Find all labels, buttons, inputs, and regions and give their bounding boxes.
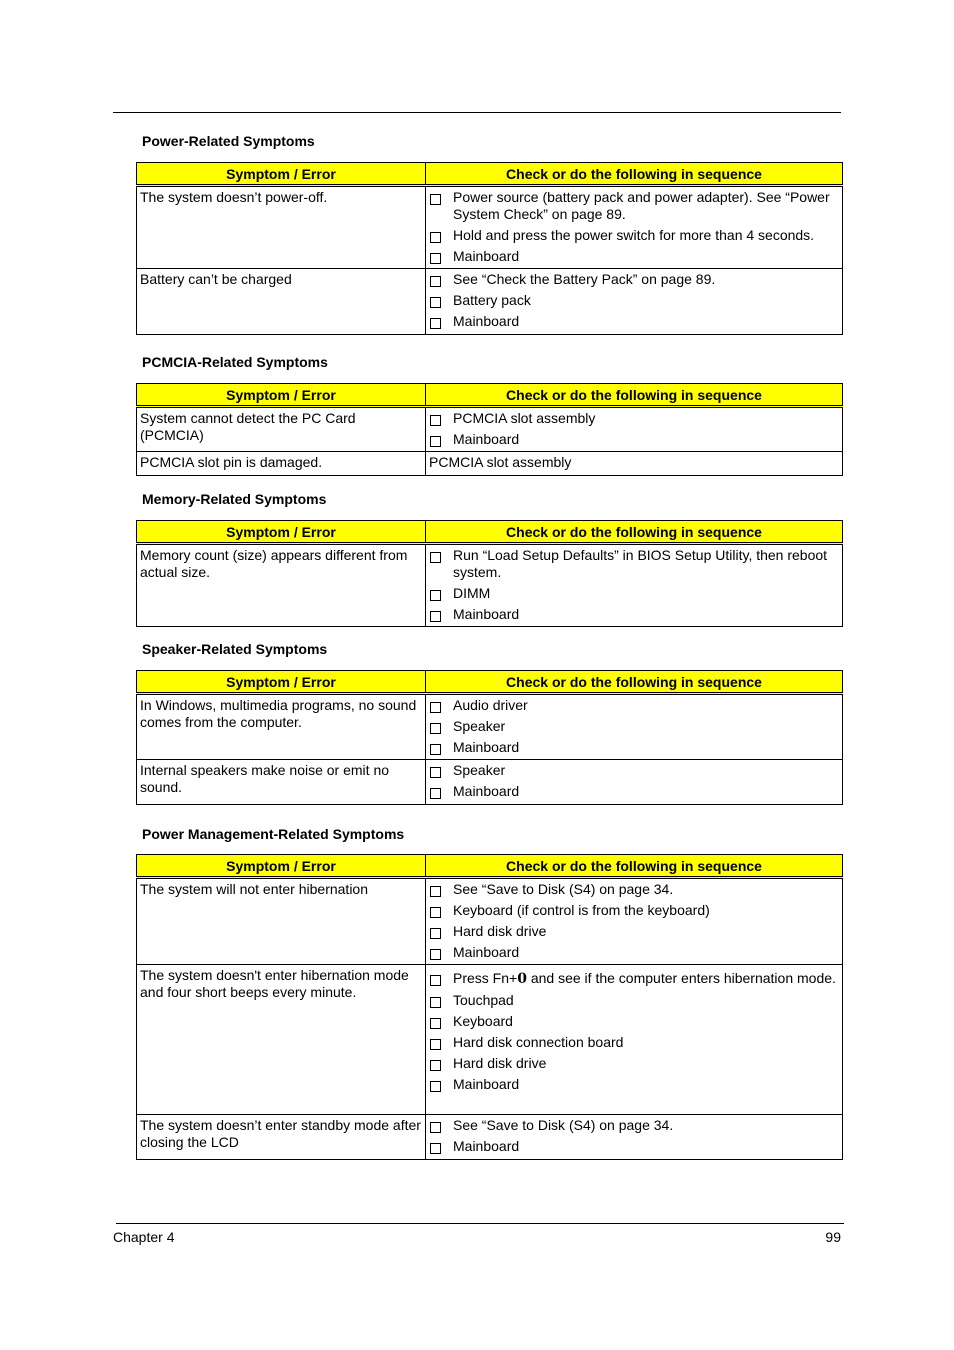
check-item: DIMM bbox=[428, 585, 838, 602]
table-row bbox=[137, 544, 843, 627]
table-row bbox=[137, 878, 843, 965]
footer-rule bbox=[116, 1223, 844, 1224]
check-item: Mainboard bbox=[428, 1076, 838, 1093]
checkbox-icon bbox=[430, 886, 441, 897]
check-item: Keyboard bbox=[428, 1013, 838, 1030]
speaker-table bbox=[136, 670, 843, 805]
checkbox-icon bbox=[430, 276, 441, 287]
memory-table bbox=[136, 520, 843, 627]
header-rule bbox=[113, 112, 841, 113]
section-heading: Power Management-Related Symptoms bbox=[142, 826, 405, 842]
checkbox-icon bbox=[430, 907, 441, 918]
table-header-row bbox=[137, 671, 843, 694]
check-item: Mainboard bbox=[428, 431, 838, 448]
checkbox-icon bbox=[430, 1143, 441, 1154]
symptom-cell: Internal speakers make noise or emit no sound. bbox=[137, 760, 426, 805]
checkbox-icon bbox=[430, 590, 441, 601]
checkbox-icon bbox=[430, 415, 441, 426]
check-header: Check or do the following in sequence bbox=[426, 855, 843, 878]
symptom-header: Symptom / Error bbox=[137, 855, 426, 878]
pcmcia-section bbox=[136, 354, 842, 476]
check-item: Mainboard bbox=[428, 606, 838, 623]
checks-cell bbox=[426, 407, 843, 452]
table-row bbox=[137, 269, 843, 335]
symptom-cell: In Windows, multimedia programs, no sound comes from the computer. bbox=[137, 694, 426, 760]
section-heading: PCMCIA-Related Symptoms bbox=[142, 354, 328, 370]
section-heading: Speaker-Related Symptoms bbox=[142, 641, 328, 657]
check-header: Check or do the following in sequence bbox=[426, 671, 843, 694]
check-item: Hold and press the power switch for more than 4 seconds. bbox=[428, 227, 838, 244]
symptom-header: Symptom / Error bbox=[137, 671, 426, 694]
symptom-cell: The system doesn't enter hibernation mode and four short beeps every minute. bbox=[137, 965, 426, 1115]
checkbox-icon bbox=[430, 611, 441, 622]
table-row bbox=[137, 965, 843, 1115]
table-row bbox=[137, 452, 843, 476]
checkbox-icon bbox=[430, 788, 441, 799]
check-item: See “Save to Disk (S4) on page 34. bbox=[428, 1117, 838, 1134]
checks-cell bbox=[426, 965, 843, 1115]
check-header: Check or do the following in sequence bbox=[426, 384, 843, 407]
check-item: Speaker bbox=[428, 718, 838, 735]
check-item: Touchpad bbox=[428, 992, 838, 1009]
checks-cell bbox=[426, 269, 843, 335]
checkbox-icon bbox=[430, 767, 441, 778]
check-item: PCMCIA slot assembly bbox=[428, 410, 838, 427]
checks-cell bbox=[426, 760, 843, 805]
section-heading: Power-Related Symptoms bbox=[142, 133, 315, 149]
symptom-cell: System cannot detect the PC Card (PCMCIA) bbox=[137, 407, 426, 452]
check-header: Check or do the following in sequence bbox=[426, 521, 843, 544]
check-header: Check or do the following in sequence bbox=[426, 163, 843, 186]
fn-key-label: 0 bbox=[517, 971, 527, 987]
check-item: Power source (battery pack and power adapter). See “Power System Check” on page 89. bbox=[428, 189, 838, 223]
checkbox-icon bbox=[430, 1081, 441, 1092]
checkbox-icon bbox=[430, 253, 441, 264]
table-header-row bbox=[137, 163, 843, 186]
check-item: Hard disk connection board bbox=[428, 1034, 838, 1051]
check-item: Mainboard bbox=[428, 313, 838, 330]
check-item: Hard disk drive bbox=[428, 923, 838, 940]
table-header-row bbox=[137, 855, 843, 878]
check-item: Keyboard (if control is from the keyboard) bbox=[428, 902, 838, 919]
section-heading: Memory-Related Symptoms bbox=[142, 491, 327, 507]
power-management-table bbox=[136, 854, 843, 1160]
symptom-cell: PCMCIA slot pin is damaged. bbox=[137, 452, 426, 476]
checks-cell bbox=[426, 544, 843, 627]
symptom-cell: The system doesn’t power-off. bbox=[137, 186, 426, 269]
checks-cell bbox=[426, 186, 843, 269]
checkbox-icon bbox=[430, 1018, 441, 1029]
power-table bbox=[136, 162, 843, 335]
check-item: Run “Load Setup Defaults” in BIOS Setup Utility, then reboot system. bbox=[428, 547, 838, 581]
check-item: Mainboard bbox=[428, 248, 838, 265]
check-item: Speaker bbox=[428, 762, 838, 779]
checkbox-icon bbox=[430, 949, 441, 960]
checkbox-icon bbox=[430, 552, 441, 563]
table-row bbox=[137, 694, 843, 760]
power-management-section bbox=[136, 826, 842, 1160]
memory-section bbox=[136, 491, 842, 627]
checkbox-icon bbox=[430, 1060, 441, 1071]
checkbox-icon bbox=[430, 702, 441, 713]
table-header-row bbox=[137, 384, 843, 407]
checkbox-icon bbox=[430, 744, 441, 755]
check-item: See “Save to Disk (S4) on page 34. bbox=[428, 881, 838, 898]
checks-cell bbox=[426, 878, 843, 965]
checkbox-icon bbox=[430, 297, 441, 308]
check-item: Mainboard bbox=[428, 783, 838, 800]
checkbox-icon bbox=[430, 194, 441, 205]
checkbox-icon bbox=[430, 723, 441, 734]
checks-cell bbox=[426, 1115, 843, 1160]
check-item: Mainboard bbox=[428, 739, 838, 756]
symptom-cell: Battery can’t be charged bbox=[137, 269, 426, 335]
plain-check-cell: PCMCIA slot assembly bbox=[426, 452, 843, 476]
checkbox-icon bbox=[430, 1122, 441, 1133]
check-item: See “Check the Battery Pack” on page 89. bbox=[428, 271, 838, 288]
check-item: Audio driver bbox=[428, 697, 838, 714]
checkbox-icon bbox=[430, 928, 441, 939]
checkbox-icon bbox=[430, 232, 441, 243]
table-row bbox=[137, 760, 843, 805]
checkbox-icon bbox=[430, 975, 441, 986]
symptom-header: Symptom / Error bbox=[137, 384, 426, 407]
checkbox-icon bbox=[430, 997, 441, 1008]
table-header-row bbox=[137, 521, 843, 544]
table-row bbox=[137, 407, 843, 452]
power-section bbox=[136, 133, 842, 335]
checkbox-icon bbox=[430, 1039, 441, 1050]
check-item: Mainboard bbox=[428, 944, 838, 961]
checks-cell bbox=[426, 694, 843, 760]
symptom-cell: The system doesn’t enter standby mode after closing the LCD bbox=[137, 1115, 426, 1160]
pcmcia-table bbox=[136, 383, 843, 476]
check-item: Hard disk drive bbox=[428, 1055, 838, 1072]
checkbox-icon bbox=[430, 436, 441, 447]
table-row bbox=[137, 1115, 843, 1160]
symptom-cell: The system will not enter hibernation bbox=[137, 878, 426, 965]
check-item: Battery pack bbox=[428, 292, 838, 309]
symptom-cell: Memory count (size) appears different from actual size. bbox=[137, 544, 426, 627]
symptom-header: Symptom / Error bbox=[137, 521, 426, 544]
check-item: Mainboard bbox=[428, 1138, 838, 1155]
page-number: 99 bbox=[825, 1229, 841, 1245]
footer-chapter: Chapter 4 bbox=[113, 1229, 175, 1245]
speaker-section bbox=[136, 641, 842, 805]
table-row bbox=[137, 186, 843, 269]
checkbox-icon bbox=[430, 318, 441, 329]
check-item: Press Fn+0 and see if the computer enters hibernation mode. bbox=[428, 970, 838, 988]
symptom-header: Symptom / Error bbox=[137, 163, 426, 186]
